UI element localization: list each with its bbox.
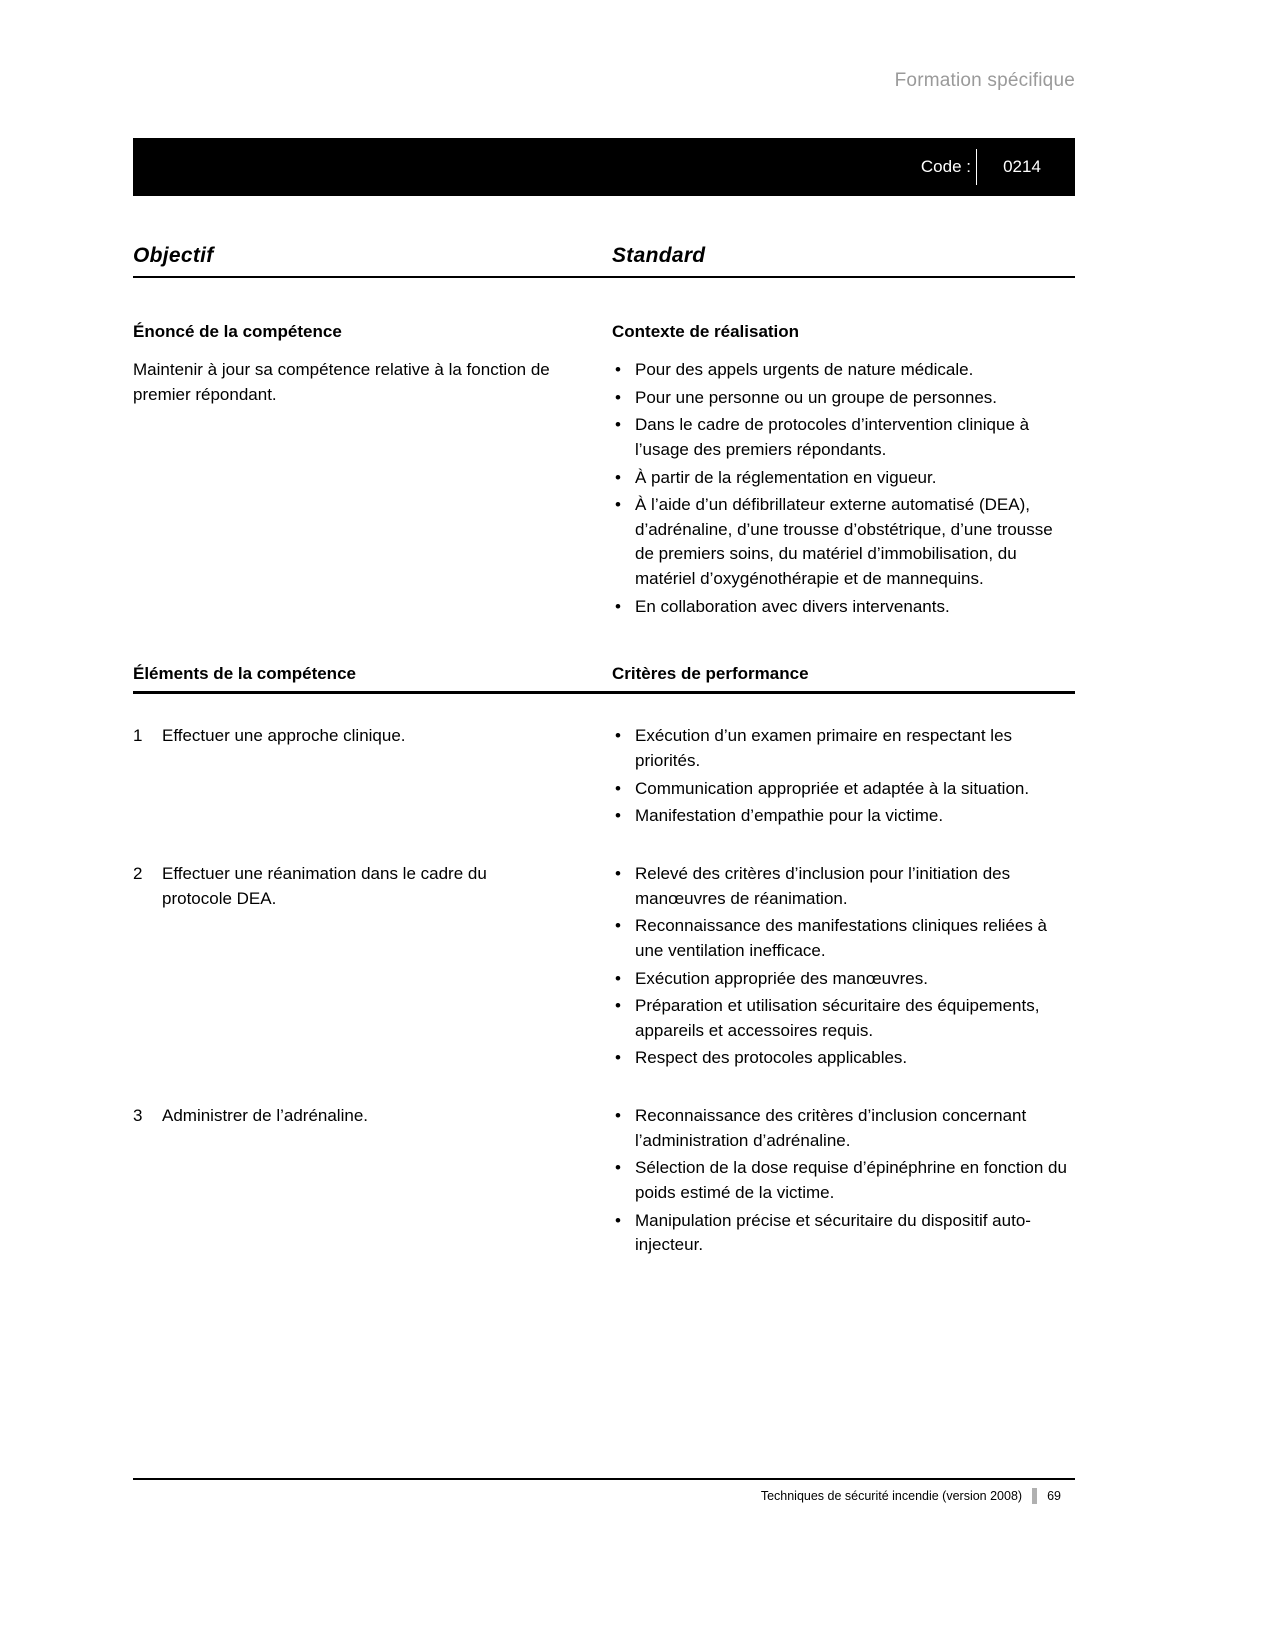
element-cell xyxy=(133,1104,612,1261)
criteres-heading: Critères de performance xyxy=(612,664,809,684)
criteres-bullet-list xyxy=(612,724,1075,832)
bullet-item: • Exécution appropriée des manœuvres. xyxy=(612,967,1075,992)
bullet-item: • Relevé des critères d’inclusion pour l’initiation des manœuvres de réanimation. xyxy=(612,862,1075,911)
contexte-heading: Contexte de réalisation xyxy=(612,322,800,341)
bullet-item: • Manifestation d’empathie pour la victime. xyxy=(612,804,1075,829)
bullet-item: • En collaboration avec divers intervenants. xyxy=(612,595,1075,620)
element-text: Effectuer une approche clinique. xyxy=(162,726,406,746)
element-number: 3 xyxy=(133,1106,143,1126)
element-text: Effectuer une réanimation dans le cadre du protocole DEA. xyxy=(162,863,487,908)
bullet-item: • Sélection de la dose requise d’épinéphrine en fonction du poids estimé de la victime. xyxy=(612,1156,1075,1205)
footer-text: Techniques de sécurité incendie (version 2008) xyxy=(760,1489,1023,1503)
bullet-item: • À l’aide d’un défibrillateur externe automatisé (DEA), d’adrénaline, d’une trousse d’obstétrique, d’une trousse de premiers soins, du matériel d’immobilisation, du matériel d’oxygénothérapie et de mannequins. xyxy=(612,493,1075,592)
page-content xyxy=(133,0,1075,1261)
competence-row xyxy=(133,1104,1075,1261)
objectif-title: Objectif xyxy=(133,244,214,267)
bullet-item: • Reconnaissance des manifestations cliniques reliées à une ventilation inefficace. xyxy=(612,914,1075,963)
criteres-bullet-list xyxy=(612,1104,1075,1261)
bullet-item: • Respect des protocoles applicables. xyxy=(612,1046,1075,1071)
element-text: Administrer de l’adrénaline. xyxy=(162,1106,368,1126)
competence-row xyxy=(133,724,1075,832)
code-value: 0214 xyxy=(1003,157,1041,176)
code-label: Code : xyxy=(920,157,971,176)
standard-title: Standard xyxy=(612,244,706,267)
element-cell xyxy=(133,862,612,1074)
document-type-header: Formation spécifique xyxy=(894,70,1075,91)
bullet-item: • Reconnaissance des critères d’inclusion concernant l’administration d’adrénaline. xyxy=(612,1104,1075,1153)
intro-section xyxy=(133,322,1075,622)
bullet-item: • Préparation et utilisation sécuritaire des équipements, appareils et accessoires requis. xyxy=(612,994,1075,1043)
bullet-item: • Manipulation précise et sécuritaire du dispositif auto-injecteur. xyxy=(612,1209,1075,1258)
contexte-bullet-list xyxy=(612,358,1075,622)
footer-rule xyxy=(133,1478,1075,1480)
footer-divider xyxy=(1032,1488,1037,1504)
bullet-item: • Pour des appels urgents de nature médicale. xyxy=(612,358,1075,383)
code-bar xyxy=(133,138,1075,196)
page-number: 69 xyxy=(1047,1489,1061,1503)
bullet-item: • Exécution d’un examen primaire en respectant les priorités. xyxy=(612,724,1075,773)
element-cell xyxy=(133,724,612,832)
page-footer xyxy=(133,1478,1075,1504)
element-number: 2 xyxy=(133,863,143,883)
bullet-item: • À partir de la réglementation en vigueur. xyxy=(612,466,1075,491)
column-headers xyxy=(133,244,1075,278)
footer-line xyxy=(133,1488,1075,1504)
elements-headers xyxy=(133,664,1075,694)
bullet-item: • Communication appropriée et adaptée à la situation. xyxy=(612,777,1075,802)
enonce-body: Maintenir à jour sa compétence relative à la fonction de premier répondant. xyxy=(133,360,550,404)
bullet-item: • Dans le cadre de protocoles d’intervention clinique à l’usage des premiers répondants. xyxy=(612,413,1075,462)
element-number: 1 xyxy=(133,726,143,746)
criteres-bullet-list xyxy=(612,862,1075,1074)
elements-heading: Éléments de la compétence xyxy=(133,664,356,684)
bullet-item: • Pour une personne ou un groupe de personnes. xyxy=(612,386,1075,411)
enonce-heading: Énoncé de la compétence xyxy=(133,322,342,341)
competence-row xyxy=(133,862,1075,1074)
